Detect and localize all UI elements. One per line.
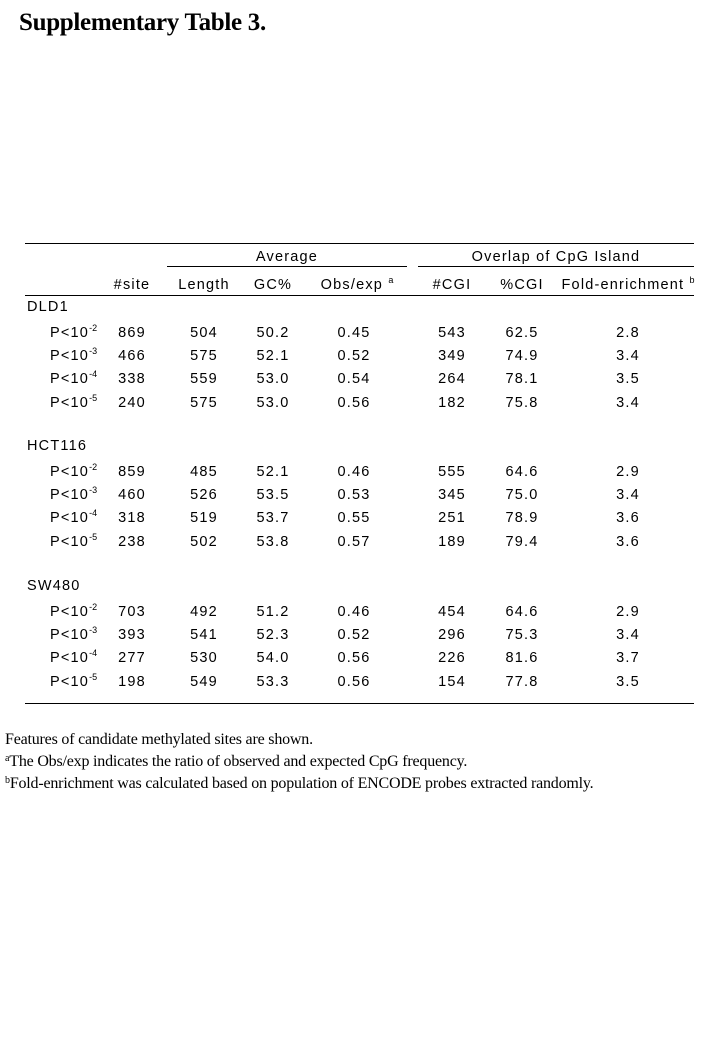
cell-gc: 53.0 [256, 371, 290, 387]
cell-pcgi: 64.6 [505, 604, 539, 620]
cell-fold: 2.9 [616, 604, 640, 620]
cell-length: 575 [190, 395, 218, 411]
table-top-rule [25, 243, 694, 244]
p-threshold-base: P<10 [50, 395, 90, 411]
group-label: HCT116 [27, 438, 88, 454]
col-header-obs-label: Obs/exp [320, 277, 384, 293]
footnote-main: Features of candidate methylated sites are shown. [5, 731, 313, 748]
cell-fold: 2.9 [616, 464, 640, 480]
cell-cgi: 349 [438, 348, 466, 364]
cell-pcgi: 64.6 [505, 464, 539, 480]
overlap-group-header: Overlap of CpG Island [471, 249, 641, 265]
cell-site: 466 [118, 348, 146, 364]
cell-pcgi: 77.8 [505, 674, 539, 690]
cell-site: 393 [118, 627, 146, 643]
p-threshold [50, 650, 97, 666]
cell-pcgi: 75.0 [505, 487, 539, 503]
cell-gc: 54.0 [256, 650, 290, 666]
col-header-gc: GC% [253, 277, 293, 293]
cell-cgi: 226 [438, 650, 466, 666]
cell-obs: 0.52 [337, 627, 371, 643]
cell-obs: 0.45 [337, 325, 371, 341]
p-threshold-base: P<10 [50, 627, 90, 643]
cell-gc: 52.1 [256, 464, 290, 480]
cell-cgi: 555 [438, 464, 466, 480]
cell-pcgi: 78.9 [505, 510, 539, 526]
p-threshold-exponent: -4 [89, 648, 98, 658]
cell-obs: 0.56 [337, 395, 371, 411]
col-header-pcgi: %CGI [500, 277, 544, 293]
cell-fold: 3.6 [616, 510, 640, 526]
cell-length: 485 [190, 464, 218, 480]
p-threshold [50, 348, 97, 364]
p-threshold-base: P<10 [50, 510, 90, 526]
cell-length: 559 [190, 371, 218, 387]
cell-pcgi: 81.6 [505, 650, 539, 666]
cell-fold: 3.4 [616, 487, 640, 503]
p-threshold-exponent: -5 [89, 532, 98, 542]
p-threshold-exponent: -3 [89, 625, 98, 635]
overlap-group-rule [418, 266, 694, 267]
p-threshold-exponent: -2 [89, 323, 98, 333]
cell-length: 519 [190, 510, 218, 526]
cell-pcgi: 79.4 [505, 534, 539, 550]
col-header-fold-label: Fold-enrichment [561, 277, 685, 293]
col-header-obs-sup: a [388, 275, 394, 285]
cell-obs: 0.53 [337, 487, 371, 503]
cell-length: 541 [190, 627, 218, 643]
cell-site: 198 [118, 674, 146, 690]
cell-gc: 53.3 [256, 674, 290, 690]
p-threshold-exponent: -4 [89, 369, 98, 379]
cell-gc: 53.7 [256, 510, 290, 526]
footnote-b-mark: b [5, 775, 10, 786]
p-threshold-exponent: -4 [89, 508, 98, 518]
p-threshold-base: P<10 [50, 371, 90, 387]
p-threshold-base: P<10 [50, 674, 90, 690]
footnote-a [5, 753, 467, 771]
cell-site: 859 [118, 464, 146, 480]
cell-cgi: 543 [438, 325, 466, 341]
cell-obs: 0.57 [337, 534, 371, 550]
cell-length: 575 [190, 348, 218, 364]
p-threshold [50, 604, 97, 620]
p-threshold-exponent: -5 [89, 672, 98, 682]
cell-cgi: 264 [438, 371, 466, 387]
footnote-a-text: The Obs/exp indicates the ratio of observed and expected CpG frequency. [9, 753, 468, 770]
cell-fold: 3.7 [616, 650, 640, 666]
cell-site: 277 [118, 650, 146, 666]
cell-site: 460 [118, 487, 146, 503]
cell-fold: 3.5 [616, 371, 640, 387]
average-group-rule [167, 266, 407, 267]
cell-site: 238 [118, 534, 146, 550]
cell-fold: 3.4 [616, 395, 640, 411]
p-threshold-base: P<10 [50, 348, 90, 364]
cell-site: 703 [118, 604, 146, 620]
cell-pcgi: 75.3 [505, 627, 539, 643]
cell-fold: 3.4 [616, 348, 640, 364]
cell-fold: 3.6 [616, 534, 640, 550]
p-threshold-base: P<10 [50, 650, 90, 666]
cell-length: 530 [190, 650, 218, 666]
cell-cgi: 454 [438, 604, 466, 620]
group-label: DLD1 [27, 299, 69, 315]
cell-cgi: 345 [438, 487, 466, 503]
cell-site: 869 [118, 325, 146, 341]
cell-pcgi: 78.1 [505, 371, 539, 387]
cell-cgi: 189 [438, 534, 466, 550]
cell-obs: 0.55 [337, 510, 371, 526]
p-threshold-exponent: -3 [89, 346, 98, 356]
cell-length: 526 [190, 487, 218, 503]
cell-gc: 52.1 [256, 348, 290, 364]
col-header-fold-sup: b [689, 275, 695, 285]
group-label: SW480 [27, 578, 81, 594]
col-header-obs [321, 277, 394, 293]
cell-fold: 3.5 [616, 674, 640, 690]
cell-cgi: 182 [438, 395, 466, 411]
cell-gc: 53.5 [256, 487, 290, 503]
cell-site: 240 [118, 395, 146, 411]
p-threshold [50, 674, 97, 690]
p-threshold-exponent: -3 [89, 485, 98, 495]
cell-gc: 52.3 [256, 627, 290, 643]
col-header-site: #site [113, 277, 151, 293]
col-header-fold [561, 277, 694, 293]
average-group-header: Average [255, 249, 319, 265]
p-threshold-base: P<10 [50, 604, 90, 620]
cell-gc: 51.2 [256, 604, 290, 620]
col-header-cgi: #CGI [432, 277, 472, 293]
p-threshold-exponent: -5 [89, 393, 98, 403]
p-threshold [50, 487, 97, 503]
cell-cgi: 251 [438, 510, 466, 526]
cell-length: 492 [190, 604, 218, 620]
cell-length: 504 [190, 325, 218, 341]
header-bottom-rule [25, 295, 694, 296]
cell-site: 338 [118, 371, 146, 387]
table-bottom-rule [25, 703, 694, 704]
cell-cgi: 296 [438, 627, 466, 643]
p-threshold [50, 464, 97, 480]
footnote-b-text: Fold-enrichment was calculated based on population of ENCODE probes extracted randomly. [9, 775, 594, 792]
p-threshold [50, 627, 97, 643]
p-threshold-exponent: -2 [89, 602, 98, 612]
cell-obs: 0.56 [337, 650, 371, 666]
p-threshold-exponent: -2 [89, 462, 98, 472]
footnote-b [5, 775, 593, 793]
cell-cgi: 154 [438, 674, 466, 690]
cell-length: 502 [190, 534, 218, 550]
col-header-length: Length [178, 277, 230, 293]
cell-length: 549 [190, 674, 218, 690]
p-threshold [50, 371, 97, 387]
cell-fold: 2.8 [616, 325, 640, 341]
p-threshold [50, 325, 97, 341]
cell-site: 318 [118, 510, 146, 526]
cell-obs: 0.56 [337, 674, 371, 690]
cell-obs: 0.52 [337, 348, 371, 364]
p-threshold-base: P<10 [50, 534, 90, 550]
cell-gc: 50.2 [256, 325, 290, 341]
p-threshold [50, 510, 97, 526]
p-threshold-base: P<10 [50, 487, 90, 503]
p-threshold-base: P<10 [50, 325, 90, 341]
p-threshold [50, 534, 97, 550]
cell-obs: 0.46 [337, 464, 371, 480]
cell-pcgi: 75.8 [505, 395, 539, 411]
p-threshold [50, 395, 97, 411]
cell-pcgi: 62.5 [505, 325, 539, 341]
cell-gc: 53.8 [256, 534, 290, 550]
cell-fold: 3.4 [616, 627, 640, 643]
cell-obs: 0.54 [337, 371, 371, 387]
footnote-a-mark: a [5, 753, 10, 764]
cell-gc: 53.0 [256, 395, 290, 411]
cell-pcgi: 74.9 [505, 348, 539, 364]
page-title: Supplementary Table 3. [19, 9, 266, 36]
p-threshold-base: P<10 [50, 464, 90, 480]
cell-obs: 0.46 [337, 604, 371, 620]
